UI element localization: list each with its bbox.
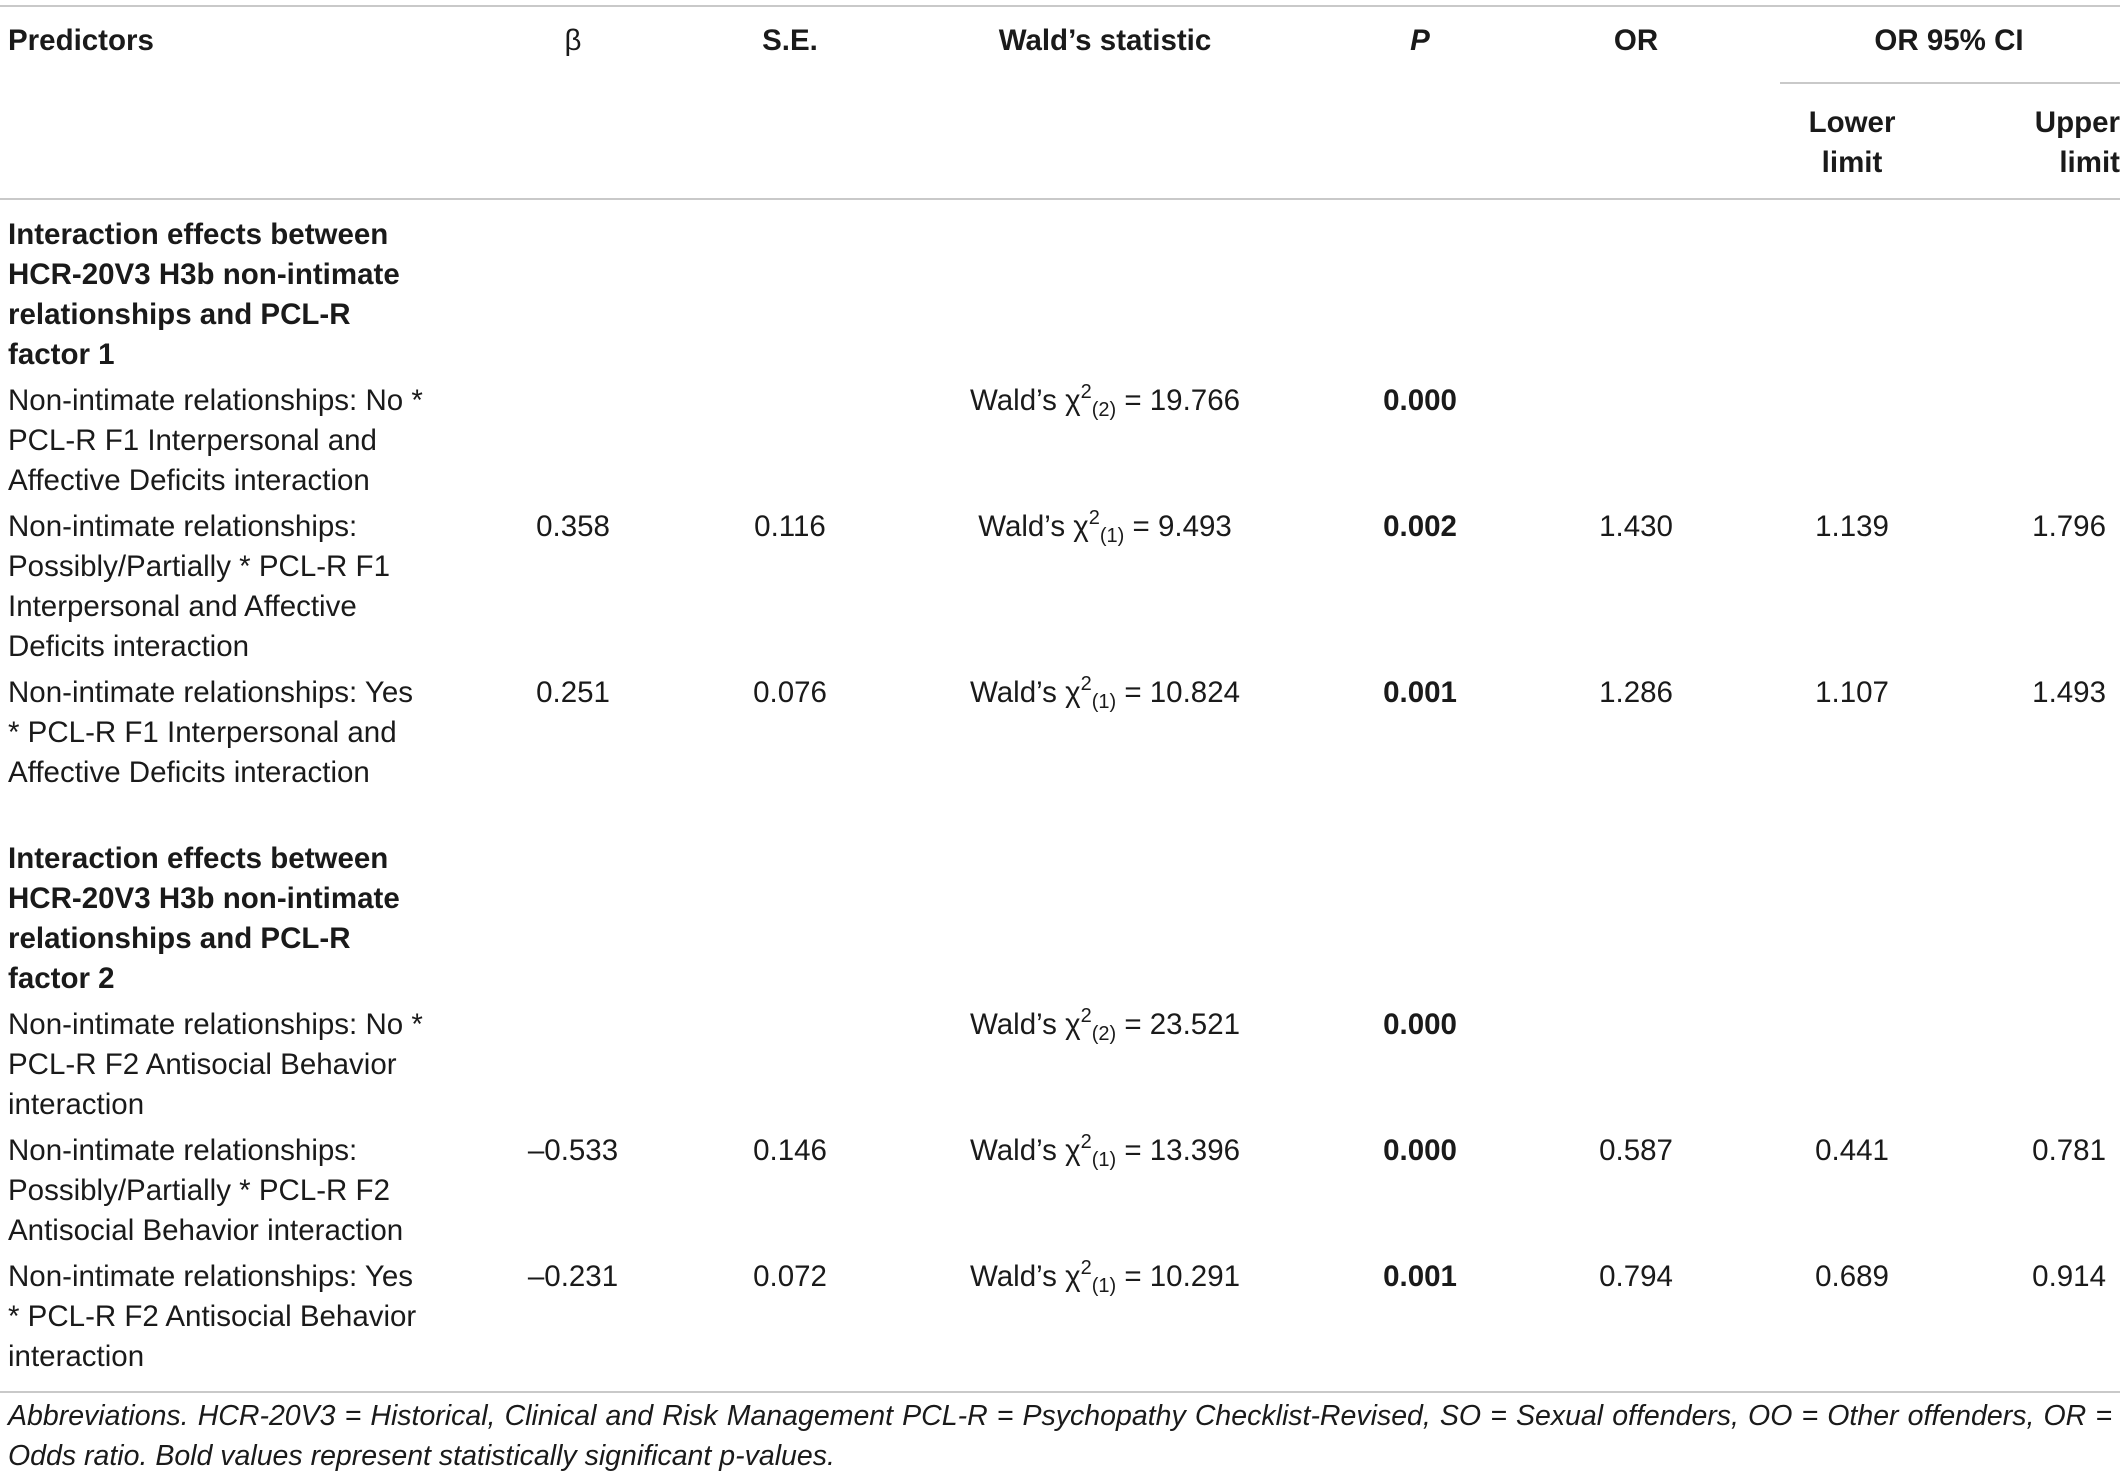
wald-subscript: (1) <box>1091 691 1117 713</box>
beta-cell: 0.251 <box>536 676 610 709</box>
wald-superscript: 2 <box>1080 673 1092 695</box>
p-value-cell: 0.000 <box>1383 384 1457 417</box>
wald-superscript: 2 <box>1080 1257 1092 1279</box>
group-title: Interaction effects between HCR-20V3 H3b non-intimate relationships and PCL-R factor 2 <box>8 842 400 995</box>
header-ci: OR 95% CI <box>1874 24 2024 57</box>
group-title: Interaction effects between HCR-20V3 H3b non-intimate relationships and PCL-R factor 1 <box>8 218 400 371</box>
or-cell: 0.587 <box>1599 1134 1673 1167</box>
header-or: OR <box>1613 24 1659 57</box>
ci-lower-cell: 1.139 <box>1815 510 1889 543</box>
predictor-cell: Non-intimate relationships: Yes * PCL-R F1 Interpersonal and Affective Deficits interaction <box>8 676 414 789</box>
or-cell: 0.794 <box>1599 1260 1673 1293</box>
wald-subscript: (1) <box>1099 525 1125 547</box>
wald-value: = 19.766 <box>1124 384 1241 417</box>
ci-lower-cell: 1.107 <box>1815 676 1889 709</box>
header-se: S.E. <box>762 24 818 57</box>
ci-upper-cell: 0.914 <box>2032 1260 2106 1293</box>
wald-superscript: 2 <box>1080 381 1092 403</box>
wald-value: = 13.396 <box>1124 1134 1241 1167</box>
wald-superscript: 2 <box>1080 1131 1092 1153</box>
header-predictors: Predictors <box>8 24 154 57</box>
se-cell: 0.116 <box>754 510 826 543</box>
ci-lower-cell: 0.441 <box>1815 1134 1889 1167</box>
predictor-cell: Non-intimate relationships: Possibly/Partially * PCL-R F2 Antisocial Behavior interaction <box>8 1134 404 1247</box>
wald-cell <box>970 673 1240 713</box>
beta-cell: –0.533 <box>527 1134 619 1167</box>
predictor-cell: Non-intimate relationships: No * PCL-R F2 Antisocial Behavior interaction <box>8 1008 423 1121</box>
p-value-cell: 0.000 <box>1383 1134 1457 1167</box>
header-p: P <box>1410 24 1430 57</box>
bottom-rule <box>0 1391 2120 1393</box>
wald-value: = 10.824 <box>1124 676 1241 709</box>
wald-cell <box>970 1131 1240 1171</box>
wald-value: = 23.521 <box>1124 1008 1241 1041</box>
ci-header-rule <box>1780 82 2120 84</box>
header-upper-limit: Upper limit <box>2034 106 2120 179</box>
p-value-cell: 0.002 <box>1383 510 1457 543</box>
wald-cell <box>970 1257 1240 1297</box>
or-cell: 1.430 <box>1599 510 1673 543</box>
beta-cell: 0.358 <box>536 510 610 543</box>
ci-upper-cell: 0.781 <box>2032 1134 2106 1167</box>
wald-superscript: 2 <box>1080 1005 1092 1027</box>
ci-upper-cell: 1.493 <box>2032 676 2106 709</box>
wald-cell <box>970 1005 1240 1045</box>
se-cell: 0.146 <box>753 1134 827 1167</box>
top-rule <box>0 5 2120 7</box>
ci-lower-cell: 0.689 <box>1815 1260 1889 1293</box>
predictor-cell: Non-intimate relationships: Possibly/Partially * PCL-R F1 Interpersonal and Affective Deficits interaction <box>8 510 390 663</box>
wald-value: = 10.291 <box>1124 1260 1241 1293</box>
p-value-cell: 0.001 <box>1383 676 1457 709</box>
p-value-cell: 0.001 <box>1383 1260 1457 1293</box>
header-beta: β <box>564 24 582 57</box>
wald-subscript: (2) <box>1091 399 1117 421</box>
header-wald: Wald’s statistic <box>998 24 1212 57</box>
predictor-cell: Non-intimate relationships: Yes * PCL-R F2 Antisocial Behavior interaction <box>8 1260 417 1373</box>
se-cell: 0.072 <box>753 1260 827 1293</box>
ci-upper-cell: 1.796 <box>2032 510 2106 543</box>
wald-prefix: Wald’s χ <box>969 1008 1081 1041</box>
beta-cell: –0.231 <box>527 1260 619 1293</box>
wald-value: = 9.493 <box>1132 510 1232 543</box>
wald-subscript: (1) <box>1091 1275 1117 1297</box>
or-cell: 1.286 <box>1599 676 1673 709</box>
p-value-cell: 0.000 <box>1383 1008 1457 1041</box>
wald-prefix: Wald’s χ <box>969 1134 1081 1167</box>
header-bottom-rule <box>0 198 2120 200</box>
wald-cell <box>978 507 1232 547</box>
wald-prefix: Wald’s χ <box>978 510 1089 543</box>
wald-superscript: 2 <box>1088 507 1100 529</box>
table-footnote: Abbreviations. HCR-20V3 = Historical, Clinical and Risk Management PCL-R = Psychopathy Checklist-Revised, SO = Sexual offenders, OO = Other offenders, OR = Odds ratio. Bold values represent statistically significant p-values. <box>8 1400 2112 1472</box>
wald-prefix: Wald’s χ <box>969 384 1081 417</box>
wald-prefix: Wald’s χ <box>969 676 1081 709</box>
wald-cell <box>970 381 1240 421</box>
predictor-cell: Non-intimate relationships: No * PCL-R F1 Interpersonal and Affective Deficits interaction <box>8 384 423 497</box>
header-lower-limit: Lower limit <box>1808 106 1896 179</box>
wald-subscript: (2) <box>1091 1023 1117 1045</box>
se-cell: 0.076 <box>753 676 827 709</box>
wald-subscript: (1) <box>1091 1149 1117 1171</box>
wald-prefix: Wald’s χ <box>969 1260 1081 1293</box>
